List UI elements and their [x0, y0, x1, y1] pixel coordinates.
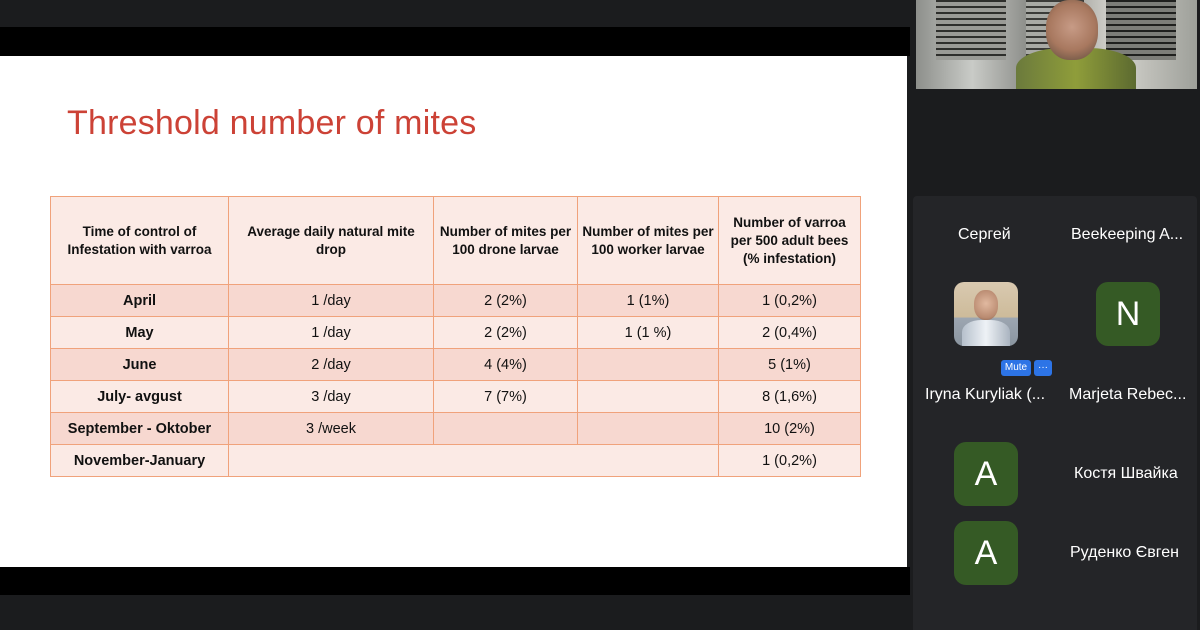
table-cell: 10 (2%) — [719, 413, 861, 445]
avatar-face — [974, 290, 998, 320]
table-cell: 2 (0,4%) — [719, 317, 861, 349]
mute-button[interactable]: Mute — [1001, 360, 1031, 376]
participant-avatar[interactable]: A — [954, 442, 1018, 506]
table-header-row — [51, 197, 861, 285]
table-cell — [434, 413, 578, 445]
table-cell: 5 (1%) — [719, 349, 861, 381]
participant-avatar[interactable]: A — [954, 521, 1018, 585]
table-cell: 1 (1 %) — [578, 317, 719, 349]
video-background-blind — [936, 0, 1006, 60]
table-cell: 1 /day — [229, 317, 434, 349]
table-row — [51, 381, 861, 413]
participant-name[interactable]: Marjeta Rebec... — [1069, 386, 1187, 403]
column-header: Number of mites per 100 worker larvae — [578, 197, 719, 285]
table-cell — [578, 413, 719, 445]
participant-gallery — [913, 196, 1197, 630]
participant-name[interactable]: Костя Швайка — [1074, 465, 1178, 482]
table-row — [51, 317, 861, 349]
table-cell: 1 (1%) — [578, 285, 719, 317]
more-options-button[interactable]: ··· — [1034, 360, 1052, 376]
table-cell — [578, 381, 719, 413]
table-cell: 1 (0,2%) — [719, 285, 861, 317]
table-cell-merged — [229, 445, 719, 477]
participant-avatar[interactable] — [954, 282, 1018, 346]
table-row — [51, 285, 861, 317]
column-header: Time of control of Infestation with varroa — [51, 197, 229, 285]
table-cell: 4 (4%) — [434, 349, 578, 381]
active-speaker-video[interactable] — [916, 0, 1197, 89]
table-cell: July- avgust — [51, 381, 229, 413]
table-cell: 3 /day — [229, 381, 434, 413]
participant-name[interactable]: Руденко Євген — [1070, 544, 1179, 561]
table-cell: 2 (2%) — [434, 285, 578, 317]
speaker-head — [1046, 0, 1098, 60]
table-cell: 7 (7%) — [434, 381, 578, 413]
table-cell: 1 /day — [229, 285, 434, 317]
presentation-slide — [0, 56, 907, 567]
table-cell: 2 (2%) — [434, 317, 578, 349]
letterbox-top — [0, 27, 910, 56]
table-row — [51, 349, 861, 381]
table-row — [51, 445, 861, 477]
slide-title: Threshold number of mites — [67, 104, 477, 142]
avatar-shirt — [962, 320, 1010, 346]
threshold-table — [50, 196, 861, 477]
table-cell: 2 /day — [229, 349, 434, 381]
table-cell: May — [51, 317, 229, 349]
table-cell: April — [51, 285, 229, 317]
participant-name[interactable]: Beekeeping A... — [1071, 226, 1184, 243]
participant-name[interactable]: Сергей — [958, 226, 1011, 243]
participant-avatar[interactable]: N — [1096, 282, 1160, 346]
column-header: Number of varroa per 500 adult bees (% infestation) — [719, 197, 861, 285]
column-header: Average daily natural mite drop — [229, 197, 434, 285]
table-cell: 1 (0,2%) — [719, 445, 861, 477]
table-row — [51, 413, 861, 445]
table-cell: September - Oktober — [51, 413, 229, 445]
table-cell: June — [51, 349, 229, 381]
letterbox-bottom — [0, 567, 910, 595]
table-cell: 8 (1,6%) — [719, 381, 861, 413]
participant-name[interactable]: Iryna Kuryliak (... — [925, 386, 1046, 403]
table-cell: November-January — [51, 445, 229, 477]
table-cell: 3 /week — [229, 413, 434, 445]
table-cell — [578, 349, 719, 381]
column-header: Number of mites per 100 drone larvae — [434, 197, 578, 285]
